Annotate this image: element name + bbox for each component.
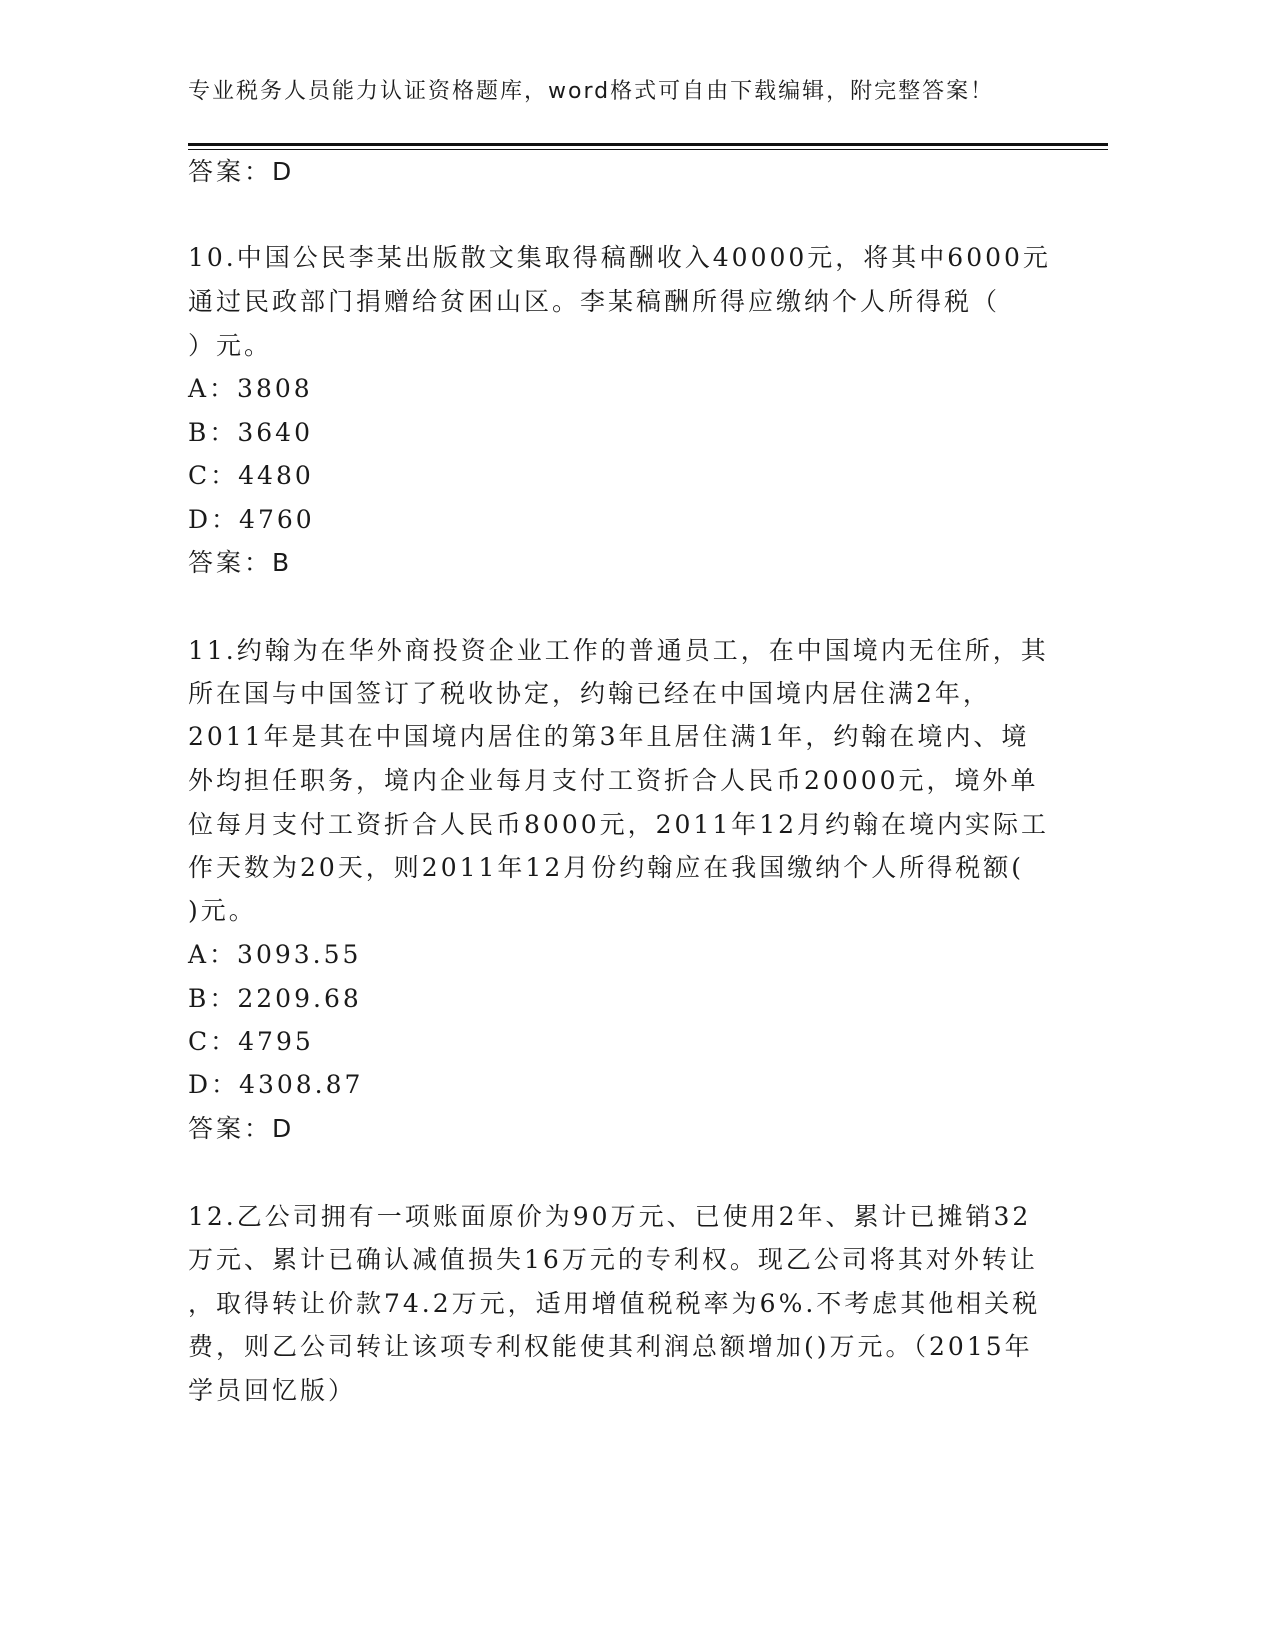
q11-option-c: C：4795 bbox=[188, 1027, 314, 1056]
q11-line-5: 位每月支付工资折合人民币8000元，2011年12月约翰在境内实际工 bbox=[188, 810, 1050, 839]
q11-option-d: D：4308.87 bbox=[188, 1070, 364, 1099]
header-rule-thick bbox=[188, 143, 1108, 146]
q10-option-c: C：4480 bbox=[188, 461, 314, 490]
q11-line-6: 作天数为20天，则2011年12月份约翰应在我国缴纳个人所得税额( bbox=[188, 853, 1025, 882]
answer-prev: 答案：D bbox=[188, 157, 295, 186]
q10-line-2: 通过民政部门捐赠给贫困山区。李某稿酬所得应缴纳个人所得税（ bbox=[188, 287, 1001, 316]
header-rule-thin bbox=[188, 149, 1108, 150]
q12-line-5: 学员回忆版） bbox=[188, 1376, 357, 1405]
q12-line-4: 费，则乙公司转让该项专利权能使其利润总额增加()万元。（2015年 bbox=[188, 1332, 1033, 1361]
q10-line-3: ）元。 bbox=[188, 331, 273, 360]
q10-option-b: B：3640 bbox=[188, 418, 313, 447]
q11-line-4: 外均担任职务，境内企业每月支付工资折合人民币20000元，境外单 bbox=[188, 766, 1039, 795]
page-header: 专业税务人员能力认证资格题库，word格式可自由下载编辑，附完整答案！ bbox=[188, 79, 995, 104]
q12-line-2: 万元、累计已确认减值损失16万元的专利权。现乙公司将其对外转让 bbox=[188, 1245, 1038, 1274]
q12-line-3: ，取得转让价款74.2万元，适用增值税税率为6%.不考虑其他相关税 bbox=[188, 1289, 1041, 1318]
q11-option-a: A：3093.55 bbox=[188, 940, 362, 969]
q11-line-2: 所在国与中国签订了税收协定，约翰已经在中国境内居住满2年， bbox=[188, 679, 991, 708]
q11-line-1: 11.约翰为在华外商投资企业工作的普通员工，在中国境内无住所，其 bbox=[188, 636, 1049, 665]
q10-answer: 答案：B bbox=[188, 548, 293, 577]
q10-line-1: 10.中国公民李某出版散文集取得稿酬收入40000元，将其中6000元 bbox=[188, 243, 1051, 272]
q11-answer: 答案：D bbox=[188, 1114, 295, 1143]
q10-option-a: A：3808 bbox=[188, 374, 313, 403]
q12-line-1: 12.乙公司拥有一项账面原价为90万元、已使用2年、累计已摊销32 bbox=[188, 1202, 1032, 1231]
q11-option-b: B：2209.68 bbox=[188, 984, 362, 1013]
q11-line-3: 2011年是其在中国境内居住的第3年且居住满1年，约翰在境内、境 bbox=[188, 722, 1030, 751]
q11-line-7: )元。 bbox=[188, 896, 257, 925]
q10-option-d: D：4760 bbox=[188, 505, 315, 534]
